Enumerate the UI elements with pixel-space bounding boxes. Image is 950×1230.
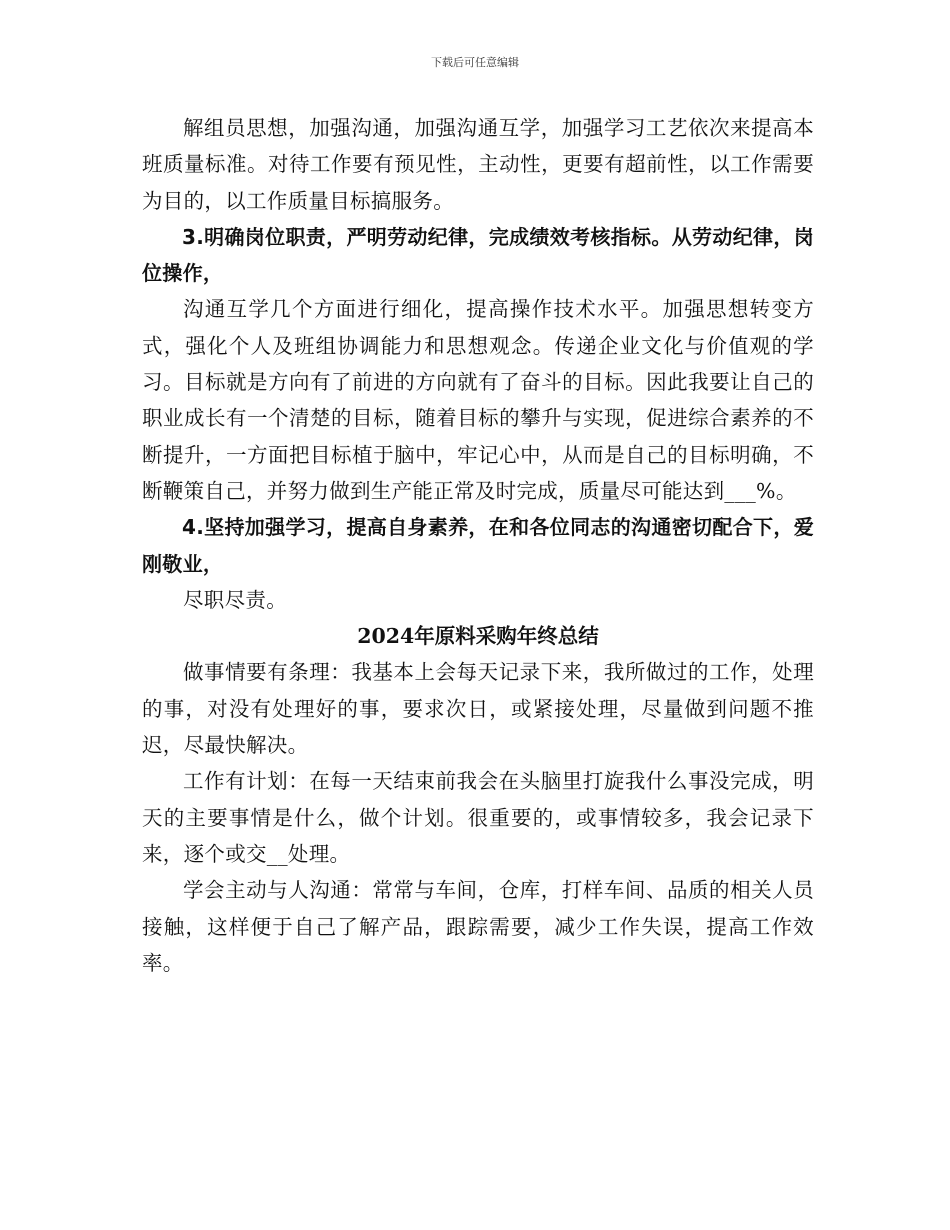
document-body [142, 110, 814, 981]
header-note: 下载后可任意编辑 [431, 56, 519, 69]
section-title: 2024年原料采购年终总结 [357, 624, 599, 649]
paragraph: 解组员思想，加强沟通，加强沟通互学，加强学习工艺依次来提高本班质量标准。对待工作要有预见性，主动性，更要有超前性，以工作需要为目的，以工作质量目标搞服务。 [142, 116, 814, 213]
paragraph: 沟通互学几个方面进行细化，提高操作技术水平。加强思想转变方式，强化个人及班组协调能力和思想观念。传递企业文化与价值观的学习。目标就是方向有了前进的方向就有了奋斗的目标。因此我要让自己的职业成长有一个清楚的目标，随着目标的攀升与实现，促进综合素养的不断提升，一方面把目标植于脑中，牢记心中，从而是自己的目标明确，不断鞭策自己，并努力做到生产能正常及时完成，质量尽可能达到___%。 [142, 297, 814, 503]
paragraph-heading-4: 4.坚持加强学习，提高自身素养，在和各位同志的沟通密切配合下，爱刚敬业， [142, 515, 814, 576]
paragraph: 工作有计划：在每一天结束前我会在头脑里打旋我什么事没完成，明天的主要事情是什么，做个计划。很重要的，或事情较多，我会记录下来，逐个或交__处理。 [142, 769, 814, 866]
paragraph: 尽职尽责。 [183, 587, 287, 612]
paragraph-heading-3: 3.明确岗位职责，严明劳动纪律，完成绩效考核指标。从劳动纪律，岗位操作， [142, 224, 814, 286]
paragraph: 做事情要有条理：我基本上会每天记录下来，我所做过的工作，处理的事，对没有处理好的事，要求次日，或紧接处理，尽量做到问题不推迟，尽最快解决。 [142, 660, 814, 758]
paragraph: 学会主动与人沟通：常常与车间，仓库，打样车间、品质的相关人员接触，这样便于自己了解产品，跟踪需要，减少工作失误，提高工作效率。 [142, 878, 814, 975]
